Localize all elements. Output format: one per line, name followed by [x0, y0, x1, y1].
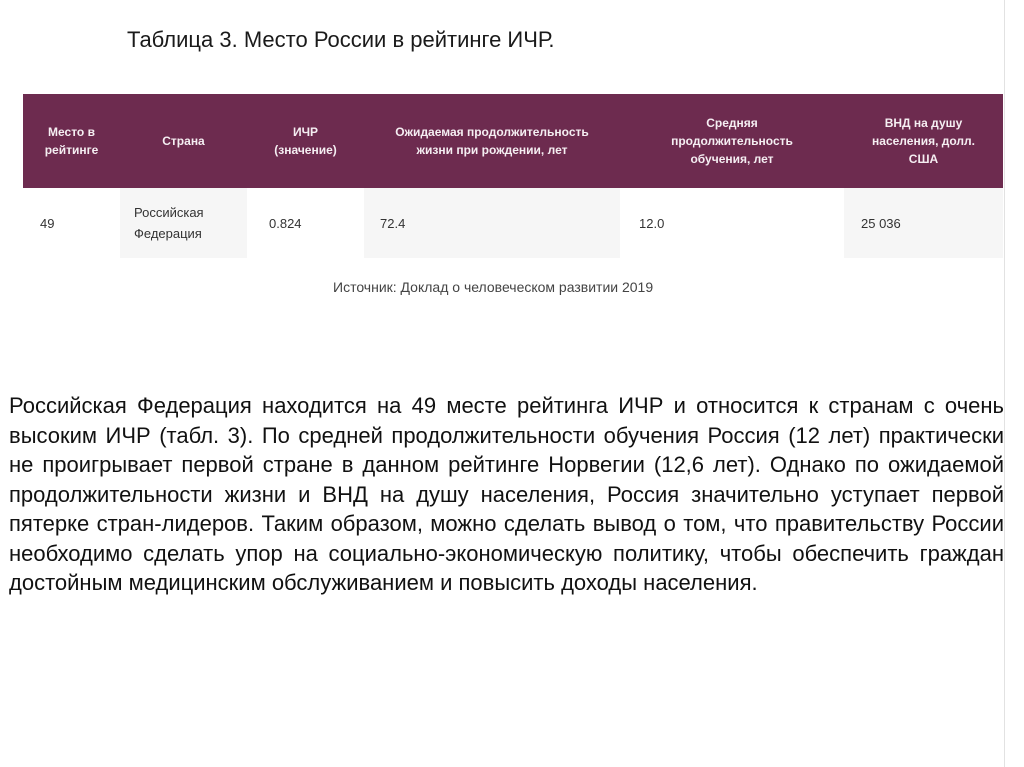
cell-country: Российская Федерация: [120, 188, 247, 258]
table-header-row: [23, 94, 1003, 188]
header-rank: Место в рейтинге: [23, 94, 120, 188]
cell-gni: 25 036: [844, 188, 1003, 258]
source-note: Источник: Доклад о человеческом развитии 2019: [333, 279, 654, 295]
cell-rank: 49: [23, 188, 120, 258]
table-caption: Таблица 3. Место России в рейтинге ИЧР.: [127, 27, 555, 52]
header-life-expectancy: Ожидаемая продолжительность жизни при рождении, лет: [364, 94, 620, 188]
cell-hdi: 0.824: [247, 188, 364, 258]
cell-schooling: 12.0: [620, 188, 844, 258]
hdi-table: [23, 94, 1003, 258]
table-row: [23, 188, 1003, 258]
body-paragraph: Российская Федерация находится на 49 месте рейтинга ИЧР и относится к странам с очень высоким ИЧР (табл. 3). По средней продолжительности обучения Россия (12 лет) практически не проигрывает первой стране в данном рейтинге Норвегии (12,6 лет). Однако по ожидаемой продолжительности жизни и ВНД на душу населения, Россия значительно уступает первой пятерке стран-лидеров. Таким образом, можно сделать вывод о том, что правительству России необходимо сделать упор на социально-экономическую политику, чтобы обеспечить граждан достойным медицинским обслуживанием и повысить доходы населения.: [9, 393, 1004, 595]
cell-life-expectancy: 72.4: [364, 188, 620, 258]
header-schooling: Средняя продолжительность обучения, лет: [620, 94, 844, 188]
header-gni: ВНД на душу населения, долл. США: [844, 94, 1003, 188]
header-hdi: ИЧР (значение): [247, 94, 364, 188]
header-country: Страна: [120, 94, 247, 188]
